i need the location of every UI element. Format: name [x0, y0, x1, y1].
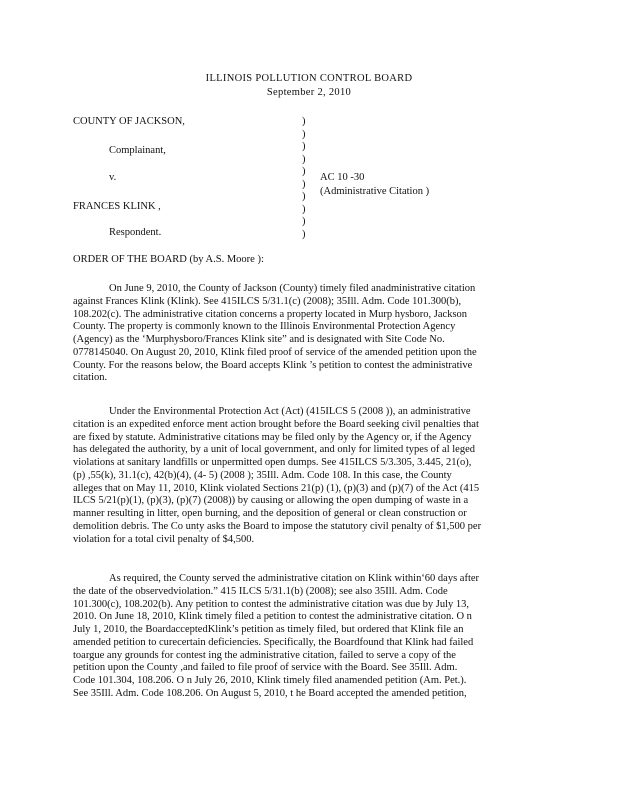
paren: ): [302, 191, 306, 202]
text-line: against Frances Klink (Klink). See 415ILCS 5/31.1(c) (2008); 35Ill. Adm. Code 101.300(b),: [73, 295, 462, 307]
text-line: petition upon the County ,and failed to file proof of service with the Board. See 35Ill. Adm.: [73, 662, 458, 674]
text-line: has delegated the authority, by a unit of local government, and only for limited types of al leged: [73, 444, 475, 456]
text-line: 108.202(c). The administrative citation concerns a property located in Murp hysboro, Jackson: [73, 308, 468, 320]
text-line: violations at sanitary landfills or unpermitted open dumps. See 415ILCS 5/3.305, 3.445, 21(o),: [73, 457, 472, 468]
text-line: 2010. On June 18, 2010, Klink timely filed a petition to contest the administrative citation. O n: [73, 611, 472, 623]
text-line: are fixed by statute. Administrative citations may be filed only by the Agency or, if the Agency: [73, 431, 472, 443]
text-line: (p) ,55(k), 31.1(c), 42(b)(4), (4- 5) (2008 ); 35Ill. Adm. Code 108. In this case, the County: [73, 469, 452, 481]
text-line: July 1, 2010, the BoardacceptedKlink’s petition as timely filed, but ordered that Klink file an: [73, 624, 464, 635]
text-line: demolition debris. The Co unty asks the Board to impose the statutory civil penalty of $1,500 per: [73, 520, 482, 532]
paren: ): [302, 116, 306, 127]
text-line: On June 9, 2010, the County of Jackson (County) timely filed anadministrative citation: [109, 283, 476, 294]
paren: ): [302, 166, 306, 177]
respondent-label: Respondent.: [109, 227, 162, 238]
versus-label: v.: [109, 172, 117, 183]
text-line: citation.: [73, 372, 108, 384]
complainant-name: COUNTY OF JACKSON,: [73, 116, 185, 127]
paren: ): [302, 178, 306, 190]
text-line: violation for a total civil penalty of $4,500.: [73, 533, 255, 545]
caption-parentheses: [302, 116, 306, 241]
text-line: (Agency) as the ‘Murphysboro/Frances Klink site” and is designated with Site Code No.: [73, 334, 445, 345]
text-line: alleges that on May 11, 2010, Klink violated Sections 21(p) (1), (p)(3) and (p)(7) of the Act (415: [73, 482, 480, 494]
paragraph-3: [73, 573, 543, 701]
text-line: toargue any grounds for contest ing the administrative citation, failed to serve a copy of the: [73, 649, 456, 661]
text-line: Code 101.304, 108.206. O n July 26, 2010, Klink timely filed anamended petition (Am. Pet.).: [73, 675, 467, 686]
order-date: September 2, 2010: [266, 87, 352, 98]
text-line: County. The property is commonly known to the Illinois Environmental Protection Agency: [73, 321, 456, 333]
paren: ): [302, 216, 306, 227]
paren: ): [302, 153, 306, 165]
paren: ): [302, 128, 306, 140]
text-line: manner resulting in litter, open burning, and the deposition of general or clean construction or: [73, 508, 467, 519]
respondent-name: FRANCES KLINK ,: [73, 201, 161, 212]
complainant-label: Complainant,: [109, 145, 166, 156]
paren: ): [302, 228, 306, 240]
order-title: ORDER OF THE BOARD (by A.S. Moore ):: [73, 254, 264, 265]
text-line: 101.300(c), 108.202(b). Any petition to contest the administrative citation was due by July 13,: [73, 598, 470, 610]
text-line: ILCS 5/21(p)(1), (p)(3), (p)(7) (2008)) by causing or allowing the open dumping of waste in a: [73, 495, 469, 507]
text-line: amended petition to curecertain deficiencies. Specifically, the Boardfound that Klink had failed: [73, 636, 474, 648]
text-line: As required, the County served the administrative citation on Klink within‘60 days after: [109, 573, 480, 584]
paren: ): [302, 141, 306, 152]
text-line: County. For the reasons below, the Board accepts Klink ’s petition to contest the administrative: [73, 359, 473, 371]
text-line: 0778145040. On August 20, 2010, Klink filed proof of service of the amended petition upon the: [73, 346, 477, 358]
text-line: citation is an expedited enforce ment action brought before the Board seeking civil penalties that: [73, 418, 479, 430]
board-name: ILLINOIS POLLUTION CONTROL BOARD: [205, 73, 413, 84]
paren: ): [302, 203, 306, 215]
paragraph-1: [73, 283, 543, 385]
case-type: (Administrative Citation ): [320, 186, 430, 197]
case-number: AC 10 -30: [320, 172, 365, 183]
text-line: the date of the observedviolation.” 415 ILCS 5/31.1(b) (2008); see also 35Ill. Adm. Code: [73, 585, 448, 597]
paragraph-2: [73, 406, 543, 546]
text-line: Under the Environmental Protection Act (Act) (415ILCS 5 (2008 )), an administrative: [109, 406, 471, 417]
text-line: See 35Ill. Adm. Code 108.206. On August 5, 2010, t he Board accepted the amended petition,: [73, 687, 467, 699]
